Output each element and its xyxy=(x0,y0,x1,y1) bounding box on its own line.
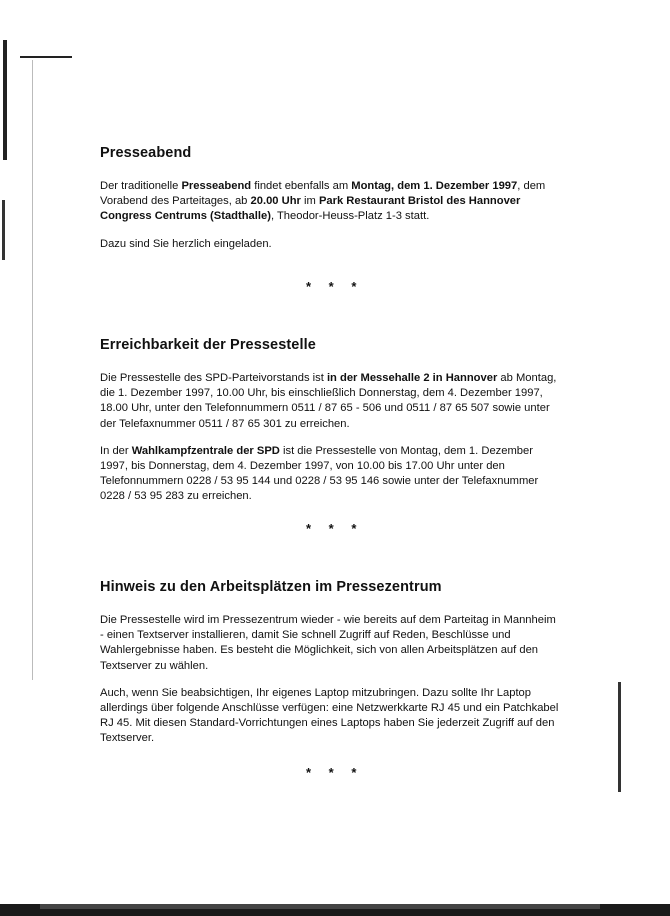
paragraph xyxy=(100,237,560,252)
text-run: ist die Pressestelle von Montag, dem 1. Dezember 1997, bis Donnerstag, dem 4. Dezember 1997, von 10.00 bis 17.00 Uhr unter den Telefonnummern 0228 / 53 95 144 und 0228 / 53 95 146 sowie unter der Telefaxnummer 0228 / 53 95 283 zu erreichen. xyxy=(100,444,539,503)
text-run: Dazu sind Sie herzlich eingeladen. xyxy=(100,237,272,250)
bold-text: 20.00 Uhr xyxy=(250,195,301,208)
text-run: , Theodor-Heuss-Platz 1-3 statt. xyxy=(270,210,430,223)
paragraph xyxy=(100,613,560,674)
text-run: im xyxy=(300,195,319,208)
text-run: In der xyxy=(100,444,132,457)
text-run: findet ebenfalls am xyxy=(251,180,352,192)
scan-edge-left xyxy=(0,0,10,916)
section-heading: Presseabend xyxy=(100,145,192,161)
bold-text: Wahlkampfzentrale der SPD xyxy=(131,444,280,457)
section-erreichbarkeit xyxy=(100,337,560,517)
paragraph xyxy=(100,179,560,225)
text-run: Die Pressestelle wird im Pressezentrum wieder - wie bereits auf dem Parteitag in Mannheim - einen Textserver installieren, damit Sie schnell Zugriff auf Reden, Beschlüsse und Wahlergebnisse haben. Es besteht die Möglichkeit, sich von allen Arbeitsplätzen auf den Textserver zu wählen. xyxy=(100,614,556,672)
paragraph xyxy=(100,371,560,432)
bold-text: Presseabend xyxy=(181,180,252,192)
scan-edge-bottom xyxy=(0,904,670,916)
text-run: Auch, wenn Sie beabsichtigen, Ihr eigenes Laptop mitzubringen. Dazu sollte Ihr Laptop allerdings über folgende Anschlüsse verfügen: eine Netzwerkkarte RJ 45 und ein Patchkabel RJ 45. Mit diesen Standard-Vorrichtungen eines Laptops haben Sie jederzeit Zugriff auf den Textserver. xyxy=(100,686,559,745)
section-heading: Hinweis zu den Arbeitsplätzen im Pressezentrum xyxy=(100,579,442,595)
text-run: ab Montag, die 1. Dezember 1997, 10.00 Uhr, bis einschließlich Donnerstag, dem 4. Dezember 1997, 18.00 Uhr, unter den Telefonnummern 0511 / 87 65 - 506 und 0511 / 87 65 507 sowie unter der Telefaxnummer 0511 / 87 65 301 zu erreichen. xyxy=(100,372,557,430)
section-heading: Erreichbarkeit der Pressestelle xyxy=(100,337,316,353)
separator-stars: * * * xyxy=(306,279,364,294)
bold-text: in der Messehalle 2 in Hannover xyxy=(326,372,498,384)
separator-stars: * * * xyxy=(306,765,364,780)
scan-mark xyxy=(3,40,7,160)
scan-line xyxy=(32,60,33,680)
text-run: , dem Vorabend des Parteitages, ab xyxy=(100,180,546,208)
bold-text: Park Restaurant Bristol des Hannover Congress Centrums (Stadthalle) xyxy=(100,195,521,223)
section-arbeitsplaetze xyxy=(100,579,560,759)
scan-mark xyxy=(20,56,72,58)
section-presseabend xyxy=(100,145,560,264)
bold-text: Montag, dem 1. Dezember 1997 xyxy=(351,180,518,192)
text-run: Die Pressestelle des SPD-Parteivorstands ist xyxy=(100,372,327,384)
separator-stars: * * * xyxy=(306,521,364,536)
text-run: Der traditionelle xyxy=(100,180,182,192)
paragraph xyxy=(100,686,560,747)
scan-mark xyxy=(618,682,621,792)
paragraph xyxy=(100,444,560,505)
scan-mark xyxy=(2,200,5,260)
